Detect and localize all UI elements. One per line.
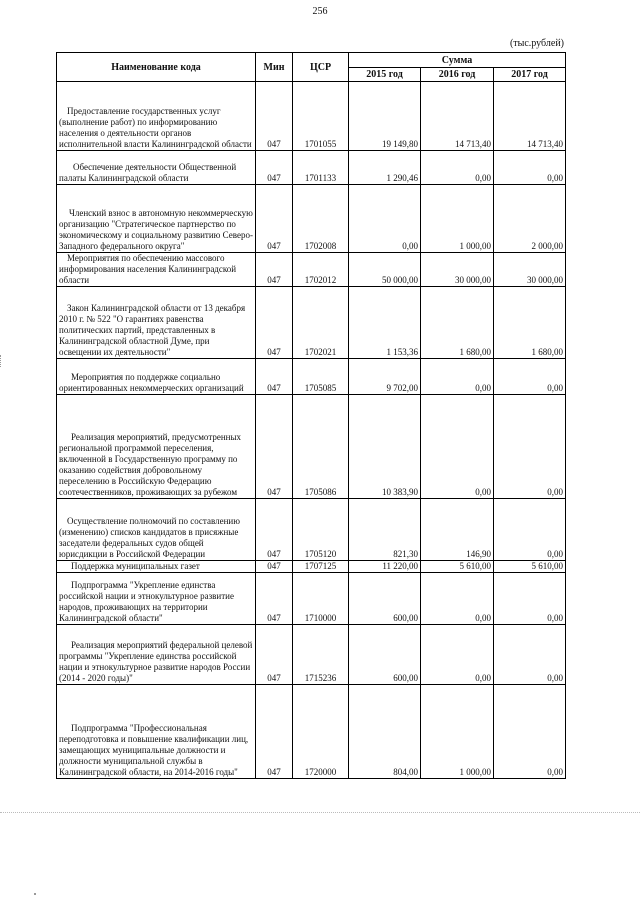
row-sum-2015: 11 220,00 bbox=[349, 561, 421, 573]
row-name-text: Подпрограмма "Профессиональная переподготовка и повышение квалификации лиц, замещающих муниципальные должности и должности муниципальной службы в Калининградской области, на 2014-2016 годы" bbox=[59, 723, 249, 777]
row-sum-2016: 1 000,00 bbox=[421, 185, 494, 253]
row-sum-2015: 10 383,90 bbox=[349, 395, 421, 499]
row-name-text: Обеспечение деятельности Общественной палаты Калининградской области bbox=[59, 162, 237, 183]
row-name-text: Реализация мероприятий, предусмотренных региональной программой переселения, включенной в Государственную программу по оказанию содействия добровольному переселению в Российскую Федерацию соотечественников, проживающих за рубежом bbox=[59, 432, 242, 497]
row-sum-2016: 1 000,00 bbox=[421, 685, 494, 779]
row-code: 1705085 bbox=[293, 359, 349, 395]
row-ministry: 047 bbox=[256, 185, 293, 253]
table-body bbox=[57, 82, 566, 779]
row-sum-2015: 0,00 bbox=[349, 185, 421, 253]
row-name-text: Поддержка муниципальных газет bbox=[71, 561, 200, 571]
row-sum-2017: 0,00 bbox=[494, 359, 566, 395]
row-sum-2017: 0,00 bbox=[494, 685, 566, 779]
budget-table bbox=[56, 52, 566, 779]
row-name-text: Мероприятия по поддержке социально ориентированных некоммерческих организаций bbox=[59, 372, 244, 393]
page-number: 256 bbox=[312, 6, 328, 17]
row-ministry: 047 bbox=[256, 82, 293, 151]
row-sum-2016: 0,00 bbox=[421, 625, 494, 685]
row-ministry: 047 bbox=[256, 499, 293, 561]
header-2016: 2016 год bbox=[421, 68, 494, 82]
row-sum-2016: 0,00 bbox=[421, 359, 494, 395]
table-row bbox=[57, 287, 566, 359]
header-code: ЦСР bbox=[293, 53, 349, 82]
row-sum-2017: 2 000,00 bbox=[494, 185, 566, 253]
row-sum-2017: 0,00 bbox=[494, 499, 566, 561]
row-sum-2017: 1 680,00 bbox=[494, 287, 566, 359]
row-code: 1701055 bbox=[293, 82, 349, 151]
table-row bbox=[57, 185, 566, 253]
table-row bbox=[57, 561, 566, 573]
row-name-text: Мероприятия по обеспечению массового информирования населения Калининградской области bbox=[59, 253, 237, 285]
table-row bbox=[57, 685, 566, 779]
header-name: Наименование кода bbox=[57, 53, 256, 82]
row-sum-2017: 5 610,00 bbox=[494, 561, 566, 573]
row-sum-2015: 600,00 bbox=[349, 573, 421, 625]
table-row bbox=[57, 573, 566, 625]
row-name-text: Членский взнос в автономную некоммерческую организацию "Стратегическое партнерство по экономическому и социальному развитию Северо-Западного федерального округа" bbox=[59, 208, 253, 251]
row-sum-2016: 0,00 bbox=[421, 151, 494, 185]
row-code: 1702021 bbox=[293, 287, 349, 359]
row-name bbox=[57, 151, 256, 185]
row-name bbox=[57, 499, 256, 561]
row-code: 1702012 bbox=[293, 253, 349, 287]
row-ministry: 047 bbox=[256, 253, 293, 287]
row-sum-2016: 14 713,40 bbox=[421, 82, 494, 151]
table-row bbox=[57, 499, 566, 561]
row-sum-2015: 19 149,80 bbox=[349, 82, 421, 151]
row-code: 1720000 bbox=[293, 685, 349, 779]
header-ministry: Мин bbox=[256, 53, 293, 82]
row-sum-2017: 30 000,00 bbox=[494, 253, 566, 287]
row-name bbox=[57, 287, 256, 359]
row-code: 1715236 bbox=[293, 625, 349, 685]
row-code: 1702008 bbox=[293, 185, 349, 253]
scan-dot bbox=[34, 893, 36, 895]
row-sum-2016: 0,00 bbox=[421, 395, 494, 499]
row-name-text: Предоставление государственных услуг (выполнение работ) по информированию населения о деятельности органов исполнительной власти Калининградской области bbox=[59, 106, 252, 149]
row-name bbox=[57, 561, 256, 573]
table-row bbox=[57, 253, 566, 287]
row-name bbox=[57, 625, 256, 685]
row-sum-2015: 821,30 bbox=[349, 499, 421, 561]
table-row bbox=[57, 359, 566, 395]
row-name bbox=[57, 185, 256, 253]
row-code: 1705120 bbox=[293, 499, 349, 561]
row-code: 1710000 bbox=[293, 573, 349, 625]
units-label: (тыс.рублей) bbox=[509, 38, 564, 49]
row-name-text: Осуществление полномочий по составлению (изменению) списков кандидатов в присяжные заседатели федеральных судов общей юрисдикции в Российской Федерации bbox=[59, 516, 240, 559]
row-sum-2015: 600,00 bbox=[349, 625, 421, 685]
row-name-text: Реализация мероприятий федеральной целевой программы "Укрепление единства российской нации и этнокультурное развитие народов России (2014 - 2020 годы)" bbox=[59, 640, 253, 683]
row-name bbox=[57, 395, 256, 499]
row-name bbox=[57, 685, 256, 779]
row-ministry: 047 bbox=[256, 359, 293, 395]
row-sum-2015: 1 290,46 bbox=[349, 151, 421, 185]
row-sum-2017: 0,00 bbox=[494, 573, 566, 625]
table-row bbox=[57, 151, 566, 185]
row-sum-2016: 30 000,00 bbox=[421, 253, 494, 287]
scan-edge-line bbox=[0, 812, 640, 814]
row-sum-2015: 804,00 bbox=[349, 685, 421, 779]
header-sum: Сумма bbox=[349, 53, 566, 68]
table-row bbox=[57, 625, 566, 685]
header-2015: 2015 год bbox=[349, 68, 421, 82]
row-sum-2015: 9 702,00 bbox=[349, 359, 421, 395]
row-sum-2015: 1 153,36 bbox=[349, 287, 421, 359]
row-sum-2016: 0,00 bbox=[421, 573, 494, 625]
scan-edge-mark bbox=[0, 355, 2, 367]
row-ministry: 047 bbox=[256, 625, 293, 685]
row-ministry: 047 bbox=[256, 573, 293, 625]
row-code: 1705086 bbox=[293, 395, 349, 499]
row-sum-2017: 0,00 bbox=[494, 151, 566, 185]
row-code: 1701133 bbox=[293, 151, 349, 185]
row-ministry: 047 bbox=[256, 151, 293, 185]
row-ministry: 047 bbox=[256, 287, 293, 359]
row-ministry: 047 bbox=[256, 561, 293, 573]
row-sum-2017: 0,00 bbox=[494, 395, 566, 499]
row-name bbox=[57, 573, 256, 625]
row-sum-2016: 1 680,00 bbox=[421, 287, 494, 359]
row-name bbox=[57, 253, 256, 287]
table-row bbox=[57, 82, 566, 151]
table-row bbox=[57, 395, 566, 499]
row-name-text: Подпрограмма "Укрепление единства российской нации и этнокультурное развитие народов, проживающих на территории Калининградской области" bbox=[59, 580, 234, 623]
row-ministry: 047 bbox=[256, 685, 293, 779]
row-name bbox=[57, 82, 256, 151]
row-code: 1707125 bbox=[293, 561, 349, 573]
row-sum-2017: 0,00 bbox=[494, 625, 566, 685]
row-ministry: 047 bbox=[256, 395, 293, 499]
row-sum-2015: 50 000,00 bbox=[349, 253, 421, 287]
header-2017: 2017 год bbox=[494, 68, 566, 82]
row-name bbox=[57, 359, 256, 395]
row-sum-2017: 14 713,40 bbox=[494, 82, 566, 151]
row-name-text: Закон Калининградской области от 13 декабря 2010 г. № 522 "О гарантиях равенства политических партий, представленных в Калининградской областной Думе, при освещении их деятельности" bbox=[59, 303, 246, 357]
row-sum-2016: 5 610,00 bbox=[421, 561, 494, 573]
row-sum-2016: 146,90 bbox=[421, 499, 494, 561]
